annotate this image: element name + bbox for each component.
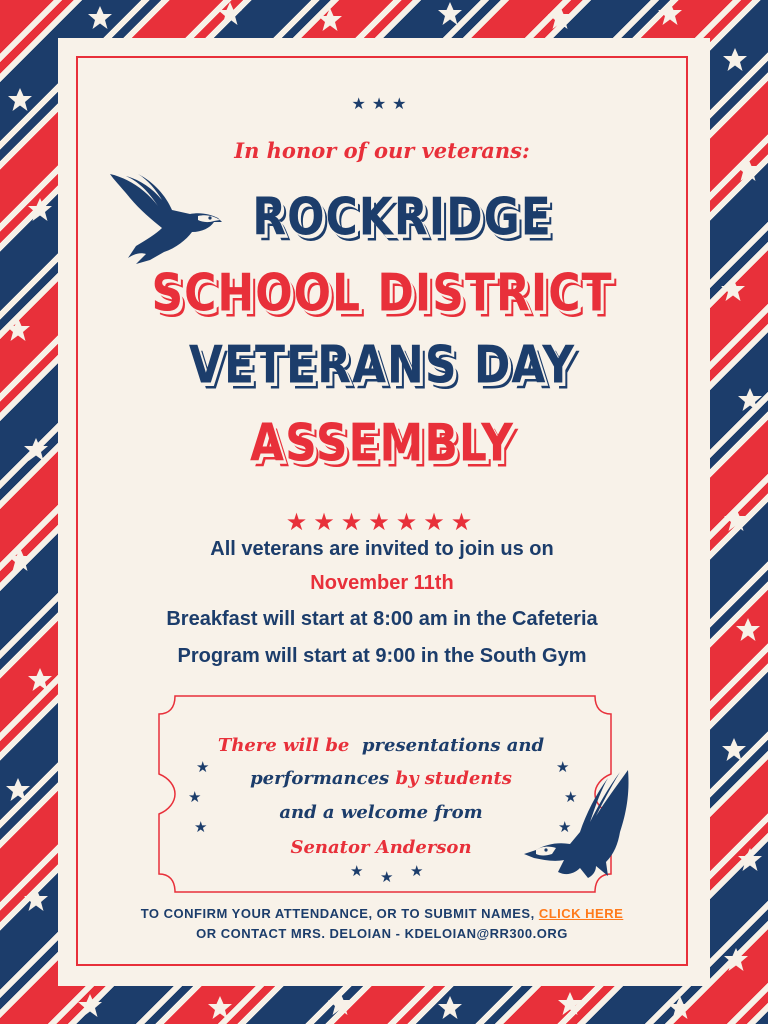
ticket-line-1-navy: presentations and — [361, 735, 545, 756]
confirm-line-2: OR CONTACT MRS. DELOIAN - KDELOIAN@RR300.ORG — [196, 926, 568, 941]
ticket-line-2-navy: performances — [250, 768, 390, 789]
star-icon: ★ — [564, 788, 578, 806]
confirm-line-1 — [76, 906, 688, 921]
divider-stars: ★★★★★★★ — [285, 508, 479, 536]
star-icon: ★ — [380, 868, 394, 886]
title-assembly: ASSEMBLY — [250, 413, 514, 474]
ticket-line-3: and a welcome from — [279, 802, 483, 823]
star-icon: ★ — [196, 758, 210, 776]
star-icon: ★ — [188, 788, 202, 806]
ticket-line-1-red: There will be — [217, 735, 350, 756]
ticket-line-2-red: by students — [395, 768, 512, 789]
program-text: Program will start at 9:00 in the South Gym — [177, 645, 587, 667]
title-rockridge: ROCKRIDGE — [252, 187, 552, 248]
star-icon: ★ — [194, 818, 208, 836]
ticket-line-4: Senator Anderson — [290, 837, 472, 858]
ticket-line-1 — [196, 735, 566, 756]
date-text: November 11th — [310, 572, 454, 594]
star-icon: ★ — [350, 862, 364, 880]
honor-line: In honor of our veterans: — [234, 138, 530, 163]
confirm-text: TO CONFIRM YOUR ATTENDANCE, OR TO SUBMIT NAMES, — [140, 906, 535, 921]
eagle-icon — [510, 766, 640, 892]
click-here-link[interactable]: CLICK HERE — [538, 906, 624, 921]
star-icon: ★ — [556, 758, 570, 776]
star-icon: ★ — [558, 818, 572, 836]
title-veterans-day: VETERANS DAY — [188, 335, 576, 396]
invite-text: All veterans are invited to join us on — [210, 538, 554, 560]
title-school-district: SCHOOL DISTRICT — [151, 263, 613, 324]
star-icon: ★ — [410, 862, 424, 880]
breakfast-text: Breakfast will start at 8:00 am in the Cafeteria — [166, 608, 598, 630]
top-stars: ★★★ — [351, 94, 413, 113]
